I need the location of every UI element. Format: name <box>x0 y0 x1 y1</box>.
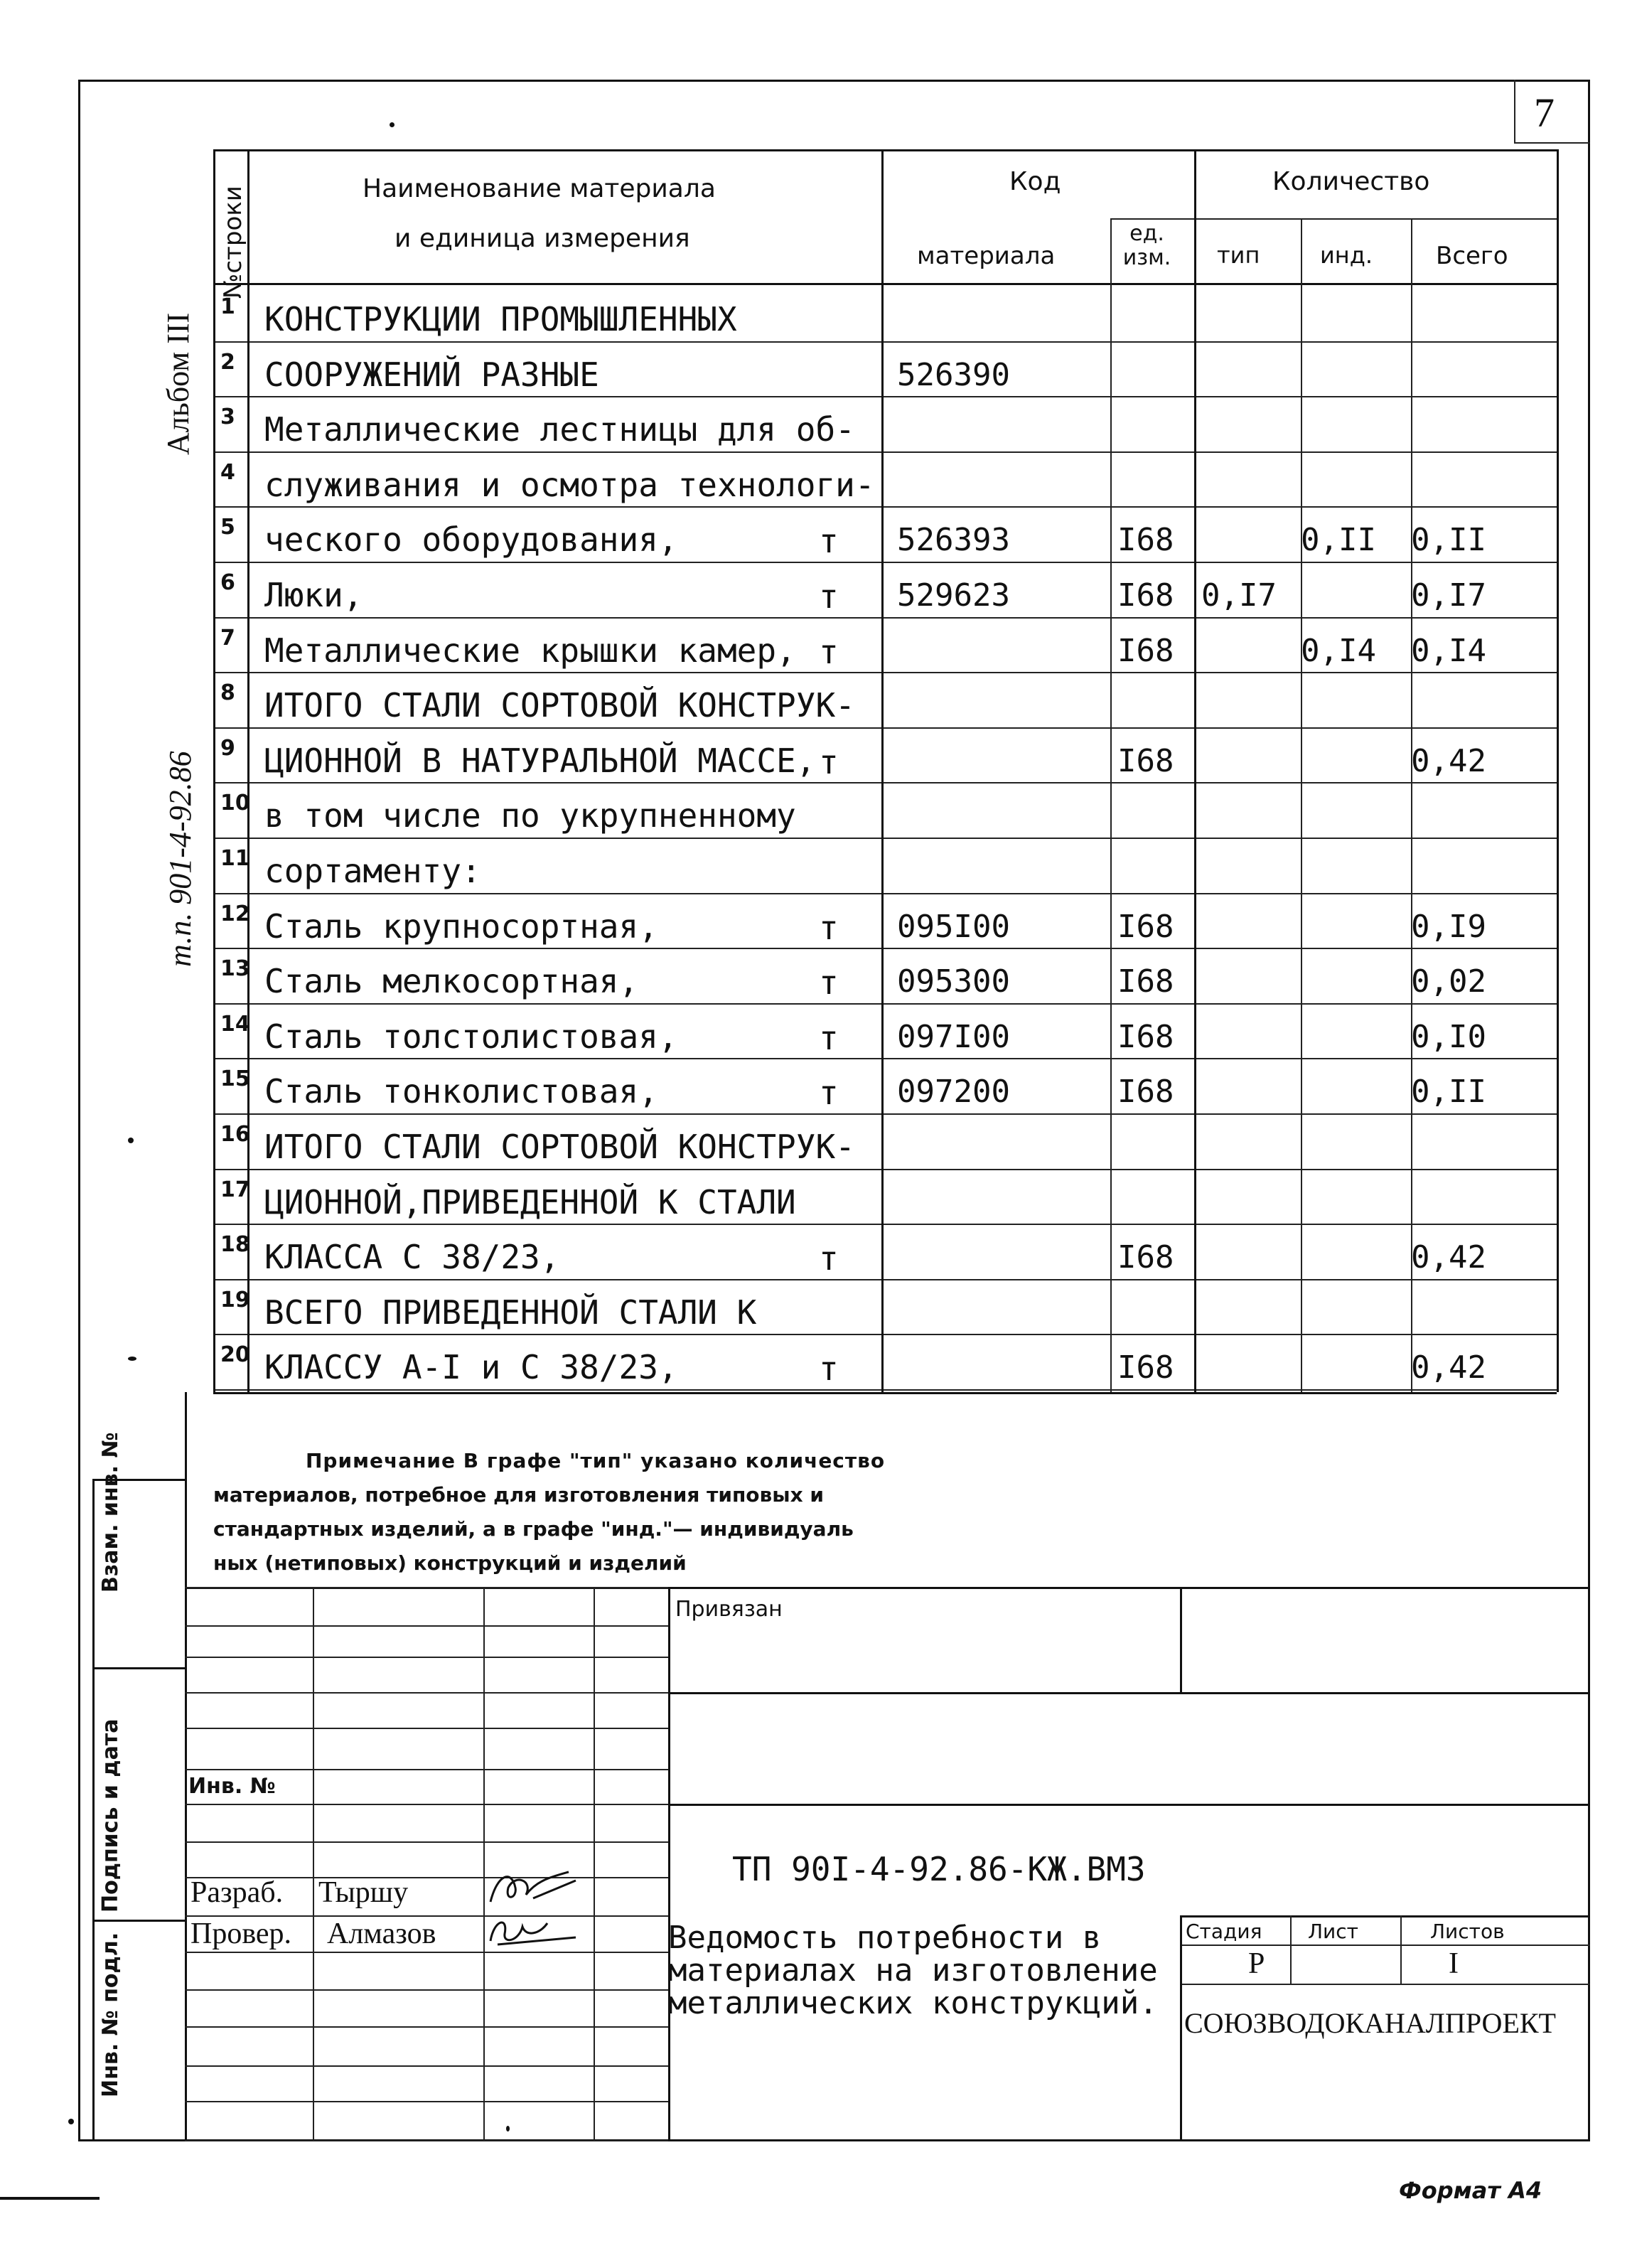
title-block-line <box>185 1625 668 1627</box>
table-row <box>0 1282 1637 1337</box>
title-block-line <box>185 2065 668 2067</box>
table-row <box>0 509 1637 565</box>
title-block-line <box>1180 1587 1182 1692</box>
title-block-line <box>668 1692 1590 1694</box>
scan-speck <box>506 2126 510 2131</box>
title-block-line <box>92 1920 185 1922</box>
table-row <box>0 344 1637 400</box>
qty-ind-header: инд. <box>1320 242 1373 269</box>
row-unit: т <box>819 1349 839 1389</box>
row-name: ческого оборудования, <box>264 520 678 560</box>
row-total: 0,II <box>1411 522 1486 559</box>
razrab-name: Тыршу <box>318 1876 409 1909</box>
row-edizm: I68 <box>1117 1349 1174 1386</box>
qty-total-header: Всего <box>1436 242 1508 270</box>
title-block-line <box>668 1804 1590 1806</box>
row-number: 7 <box>220 625 235 651</box>
table-row <box>0 289 1637 344</box>
title-block-line <box>185 1769 668 1770</box>
row-name: Сталь толстолистовая, <box>264 1017 678 1056</box>
privyazan-label: Привязан <box>675 1597 783 1622</box>
title-block-line <box>185 1587 668 1588</box>
table-row <box>0 840 1637 896</box>
page-number-divider <box>1514 80 1515 144</box>
row-ind: 0,II <box>1301 522 1376 559</box>
quantity-header: Количество <box>1272 167 1430 196</box>
note-line2: материалов, потребное для изготовления типовых и <box>213 1483 824 1507</box>
row-edizm: I68 <box>1117 522 1174 559</box>
title-block-line <box>185 1989 668 1991</box>
row-number-header: №строки <box>219 186 247 299</box>
row-code: 095300 <box>897 963 1010 1000</box>
row-number: 14 <box>220 1011 250 1037</box>
grid-line <box>213 149 1557 151</box>
title-block-line <box>1400 1915 1402 1984</box>
row-number: 1 <box>220 294 235 319</box>
row-total: 0,I9 <box>1411 908 1486 945</box>
row-number: 20 <box>220 1342 250 1368</box>
code-unit-header: ед. изм. <box>1122 221 1171 270</box>
table-row <box>0 675 1637 730</box>
title-block-line <box>185 2101 668 2102</box>
title-block-line <box>185 1692 668 1694</box>
stadia-label: Стадия <box>1186 1920 1262 1943</box>
row-unit: т <box>819 963 839 1002</box>
razrab-signature <box>483 1866 583 1909</box>
row-code: 097200 <box>897 1074 1010 1111</box>
row-code: 526393 <box>897 522 1010 559</box>
row-total: 0,42 <box>1411 1239 1486 1276</box>
row-total: 0,42 <box>1411 1349 1486 1386</box>
scan-speck <box>390 122 395 127</box>
table-row <box>0 1061 1637 1116</box>
code-material-header: материала <box>917 242 1056 270</box>
note-line4: ных (нетиповых) конструкций и изделий <box>213 1551 687 1575</box>
row-number: 11 <box>220 846 250 871</box>
row-name: сортаменту: <box>264 852 481 890</box>
row-number: 13 <box>220 956 250 982</box>
row-edizm: I68 <box>1117 908 1174 945</box>
title-line2: материалах на изготовление <box>668 1952 1158 1989</box>
row-unit: т <box>819 1018 839 1057</box>
table-row <box>0 1337 1637 1392</box>
listov-label: Листов <box>1430 1920 1505 1943</box>
scan-edge-mark <box>0 2197 100 2200</box>
note-line1: Примечание В графе "тип" указано количество <box>306 1449 886 1472</box>
table-row <box>0 951 1637 1006</box>
title-block-line <box>1180 1984 1590 1985</box>
title-block-line <box>313 1587 314 2140</box>
row-name: Металлические крышки камер, <box>264 631 796 670</box>
row-code: 529623 <box>897 577 1010 614</box>
name-header-line2: и единица измерения <box>395 224 690 253</box>
row-edizm: I68 <box>1117 1018 1174 1055</box>
list-label: Лист <box>1308 1920 1358 1943</box>
row-number: 10 <box>220 791 250 816</box>
row-edizm: I68 <box>1117 742 1174 779</box>
row-unit: т <box>819 1074 839 1113</box>
organization-name: СОЮЗВОДОКАНАЛПРОЕКТ <box>1184 2007 1556 2039</box>
vzam-inv-label: Взам. инв. № <box>98 1432 123 1593</box>
title-line1: Ведомость потребности в <box>668 1920 1102 1956</box>
row-total: 0,42 <box>1411 742 1486 779</box>
title-block-line <box>92 1667 185 1669</box>
row-unit: т <box>819 1239 839 1278</box>
prover-signature <box>483 1913 583 1948</box>
table-row <box>0 399 1637 454</box>
title-block-line <box>594 1587 595 2140</box>
podpis-data-label: Подпись и дата <box>98 1718 123 1913</box>
row-name: Сталь тонколистовая, <box>264 1072 658 1111</box>
row-edizm: I68 <box>1117 1239 1174 1276</box>
row-total: 0,I4 <box>1411 632 1486 669</box>
row-number: 5 <box>220 515 235 540</box>
title-block-line <box>185 1841 668 1843</box>
table-row <box>0 730 1637 786</box>
grid-line <box>185 1392 187 2140</box>
table-row <box>0 1006 1637 1061</box>
scan-speck <box>128 1357 136 1361</box>
row-unit: т <box>819 632 839 671</box>
row-ind: 0,I4 <box>1301 632 1376 669</box>
row-name: Сталь крупносортная, <box>264 906 658 946</box>
row-name: ИТОГО СТАЛИ СОРТОВОЙ КОНСТРУК- <box>264 1128 855 1166</box>
row-total: 0,02 <box>1411 963 1486 1000</box>
title-block-line <box>1180 1945 1590 1946</box>
row-name: КЛАССУ А-I и С 38/23, <box>264 1348 678 1387</box>
table-row <box>0 620 1637 675</box>
row-total: 0,I7 <box>1411 577 1486 614</box>
table-row <box>0 454 1637 510</box>
stadia-value: Р <box>1248 1947 1265 1980</box>
row-number: 6 <box>220 570 235 595</box>
row-name: СООРУЖЕНИЙ РАЗНЫЕ <box>264 355 599 394</box>
table-row <box>0 896 1637 951</box>
prover-label: Провер. <box>190 1917 292 1950</box>
row-edizm: I68 <box>1117 632 1174 669</box>
prover-name: Алмазов <box>327 1917 436 1950</box>
row-edizm: I68 <box>1117 577 1174 614</box>
row-number: 8 <box>220 680 235 706</box>
document-code: ТП 90I-4-92.86-КЖ.ВМЗ <box>732 1850 1146 1888</box>
row-total: 0,I0 <box>1411 1018 1486 1055</box>
code-header: Код <box>1009 167 1061 196</box>
row-code: 526390 <box>897 356 1010 393</box>
name-header-line1: Наименование материала <box>363 174 716 203</box>
row-number: 17 <box>220 1177 250 1202</box>
razrab-label: Разраб. <box>190 1876 284 1909</box>
row-name: служивания и осмотра технологи- <box>264 465 875 504</box>
title-block-line <box>185 1804 668 1805</box>
title-block-line <box>185 2026 668 2028</box>
row-unit: т <box>819 577 839 616</box>
scan-speck <box>68 2119 74 2124</box>
title-line3: металлических конструкций. <box>668 1985 1158 2021</box>
row-number: 9 <box>220 735 235 761</box>
grid-line <box>213 283 1557 285</box>
row-unit: т <box>819 742 839 781</box>
row-edizm: I68 <box>1117 1074 1174 1111</box>
row-number: 4 <box>220 459 235 485</box>
grid-line <box>1110 218 1557 220</box>
title-block-line <box>92 1479 95 2140</box>
row-name: КЛАССА С 38/23, <box>264 1238 560 1277</box>
row-name: Люки, <box>264 576 363 614</box>
note-line3: стандартных изделий, а в графе "инд."— индивидуаль <box>213 1517 854 1541</box>
listov-value: I <box>1449 1947 1459 1980</box>
row-name: ВСЕГО ПРИВЕДЕННОЙ СТАЛИ К <box>264 1293 757 1332</box>
row-name: КОНСТРУКЦИИ ПРОМЫШЛЕННЫХ <box>264 300 737 338</box>
row-unit: т <box>819 908 839 947</box>
row-number: 16 <box>220 1122 250 1147</box>
row-name: ЦИОННОЙ,ПРИВЕДЕННОЙ К СТАЛИ <box>264 1182 796 1221</box>
row-name: Сталь мелкосортная, <box>264 962 639 1001</box>
table-row <box>0 1116 1637 1172</box>
qty-type-header: тип <box>1217 242 1260 269</box>
row-name: в том числе по укрупненному <box>264 796 796 835</box>
row-number: 3 <box>220 405 235 430</box>
format-label: Формат А4 <box>1399 2177 1542 2204</box>
grid-line <box>213 1392 1557 1394</box>
row-name: ЦИОННОЙ В НАТУРАЛЬНОЙ МАССЕ, <box>264 741 816 780</box>
row-number: 12 <box>220 901 250 926</box>
row-tip: 0,I7 <box>1201 577 1277 614</box>
row-number: 15 <box>220 1066 250 1092</box>
title-block-line <box>1290 1915 1292 1984</box>
inv-no-label: Инв. № <box>188 1774 276 1799</box>
scan-speck <box>128 1138 134 1143</box>
row-name: Металлические лестницы для об- <box>264 410 855 449</box>
table-row <box>0 785 1637 840</box>
row-name: ИТОГО СТАЛИ СОРТОВОЙ КОНСТРУК- <box>264 686 855 725</box>
title-block-line <box>668 1587 670 2140</box>
row-number: 19 <box>220 1287 250 1312</box>
project-margin-label: т.п. 901-4-92.86 <box>163 751 198 967</box>
row-code: 097I00 <box>897 1018 1010 1055</box>
page-number: 7 <box>1534 90 1555 136</box>
row-number: 18 <box>220 1232 250 1258</box>
title-block-line <box>483 1587 485 2140</box>
table-row <box>0 1172 1637 1227</box>
title-block-line <box>1180 1915 1182 2140</box>
page-number-underline <box>1514 142 1590 144</box>
row-total: 0,II <box>1411 1074 1486 1111</box>
title-block-line <box>185 1657 668 1658</box>
row-code: 095I00 <box>897 908 1010 945</box>
title-block-line <box>1180 1915 1590 1917</box>
table-row <box>0 565 1637 620</box>
inv-podl-label: Инв. № подл. <box>98 1932 123 2097</box>
row-edizm: I68 <box>1117 963 1174 1000</box>
row-number: 2 <box>220 349 235 375</box>
title-block-line <box>185 2140 668 2141</box>
row-unit: т <box>819 522 839 561</box>
table-row <box>0 1226 1637 1282</box>
title-block-line <box>185 1952 668 1953</box>
title-block-line <box>185 1728 668 1729</box>
album-label: Альбом III <box>161 312 195 455</box>
